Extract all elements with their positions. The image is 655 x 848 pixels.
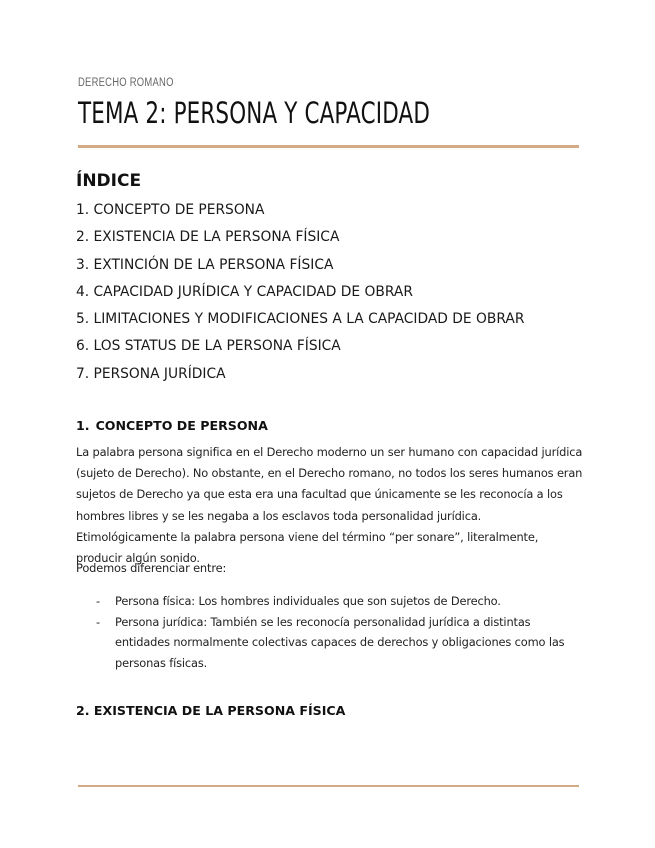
list-item [76,612,584,674]
section-1-number: 1. [76,418,90,433]
bullet-marker: - [96,614,100,629]
index-heading: ÍNDICE [76,171,142,191]
section-1-intro: Podemos diferenciar entre: [76,561,227,575]
section-1-bullet-list [76,591,584,673]
document-title: TEMA 2: PERSONA Y CAPACIDAD [78,96,431,130]
section-2-heading: 2. EXISTENCIA DE LA PERSONA FÍSICA [76,703,346,718]
bullet-marker: - [96,594,100,608]
toc-item: 4. CAPACIDAD JURÍDICA Y CAPACIDAD DE OBRAR [76,283,413,300]
list-item-text: Persona física: Los hombres individuales que son sujetos de Derecho. [115,594,501,608]
toc-item: 6. LOS STATUS DE LA PERSONA FÍSICA [76,338,341,355]
table-of-contents [76,202,524,393]
list-item-text: Persona jurídica: También se les reconocía personalidad jurídica a distintas entidades normalmente colectivas capaces de derechos y obligaciones como las personas físicas. [115,614,565,670]
toc-item: 3. EXTINCIÓN DE LA PERSONA FÍSICA [76,256,334,273]
section-1-paragraph: La palabra persona significa en el Derecho moderno un ser humano con capacidad jurídica (sujeto de Derecho). No obstante, en el Derecho romano, no todos los seres humanos eran sujetos de Derecho ya que esta era una facultad que únicamente se les reconocía a los hombres libres y se les negaba a los esclavos toda personalidad jurídica. Etimológicamente la palabra persona viene del término “per sonare”, literalmente, producir algún sonido. [76,445,583,566]
toc-item: 5. LIMITACIONES Y MODIFICACIONES A LA CAPACIDAD DE OBRAR [76,311,525,328]
list-item [76,591,584,612]
footer-divider [78,785,579,787]
title-divider [78,145,579,148]
document-subject: DERECHO ROMANO [78,77,174,89]
toc-item: 1. CONCEPTO DE PERSONA [76,202,265,218]
section-1-heading [76,418,268,433]
section-1-title: CONCEPTO DE PERSONA [95,418,268,433]
toc-item: 2. EXISTENCIA DE LA PERSONA FÍSICA [76,229,340,246]
toc-item: 7. PERSONA JURÍDICA [76,365,226,382]
